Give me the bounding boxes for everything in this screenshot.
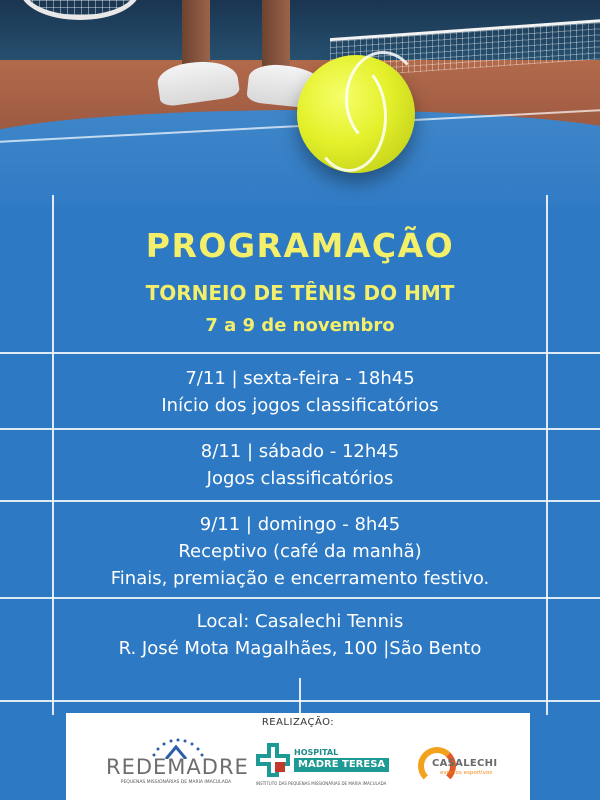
event-dates: 7 a 9 de novembro	[205, 315, 395, 336]
hospital-sub: INSTITUTO DAS PEQUENAS MISSIONÁRIAS DE MARIA IMACULADA	[256, 781, 387, 786]
hero-image	[0, 0, 600, 205]
schedule-day-2	[0, 438, 600, 492]
court-line-1	[0, 352, 600, 354]
hospital-name-1: HOSPITAL	[294, 748, 339, 757]
schedule-day-3-when: 9/11 | domingo - 8h45	[199, 514, 401, 535]
location-name: Local: Casalechi Tennis	[196, 611, 404, 632]
player-leg-left	[182, 0, 210, 70]
schedule-day-2-what: Jogos classificatórios	[206, 468, 394, 489]
location-block	[0, 608, 600, 662]
court-line-center	[299, 678, 301, 714]
schedule-day-1-when: 7/11 | sexta-feira - 18h45	[185, 368, 415, 389]
court-line-3	[0, 500, 600, 502]
hospital-name-2: MADRE TERESA	[294, 758, 389, 772]
casalechi-sub: eventos esportivos	[440, 770, 493, 776]
schedule-day-3	[0, 511, 600, 592]
redemadre-name: REDEMADRE	[106, 755, 249, 779]
location-address: R. José Mota Magalhães, 100 |São Bento	[118, 638, 482, 659]
sponsor-panel	[66, 713, 530, 800]
hospital-logo	[256, 739, 387, 795]
casalechi-logo	[418, 747, 508, 787]
casalechi-name: CASALECHI	[432, 758, 498, 769]
medical-cross-icon	[256, 743, 290, 777]
tennis-ball-icon	[297, 55, 415, 173]
sponsor-label: REALIZAÇÃO:	[261, 717, 335, 728]
schedule-day-3-what: Receptivo (café da manhã)	[178, 541, 422, 562]
schedule-day-2-when: 8/11 | sábado - 12h45	[200, 441, 400, 462]
schedule-day-1-what: Início dos jogos classificatórios	[161, 395, 439, 416]
redemadre-sub: PEQUENAS MISSIONÁRIAS DE MARIA IMACULADA	[120, 780, 232, 785]
schedule-day-3-what-2: Finais, premiação e encerramento festivo.	[110, 568, 490, 589]
court-line-2	[0, 428, 600, 430]
court-line-5	[0, 700, 600, 702]
court-line-4	[0, 597, 600, 599]
redemadre-logo	[106, 737, 249, 795]
player-leg-right	[262, 0, 290, 70]
page-title: PROGRAMAÇÃO	[145, 226, 455, 265]
schedule-day-1	[0, 365, 600, 419]
page-subtitle: TORNEIO DE TÊNIS DO HMT	[145, 281, 455, 305]
